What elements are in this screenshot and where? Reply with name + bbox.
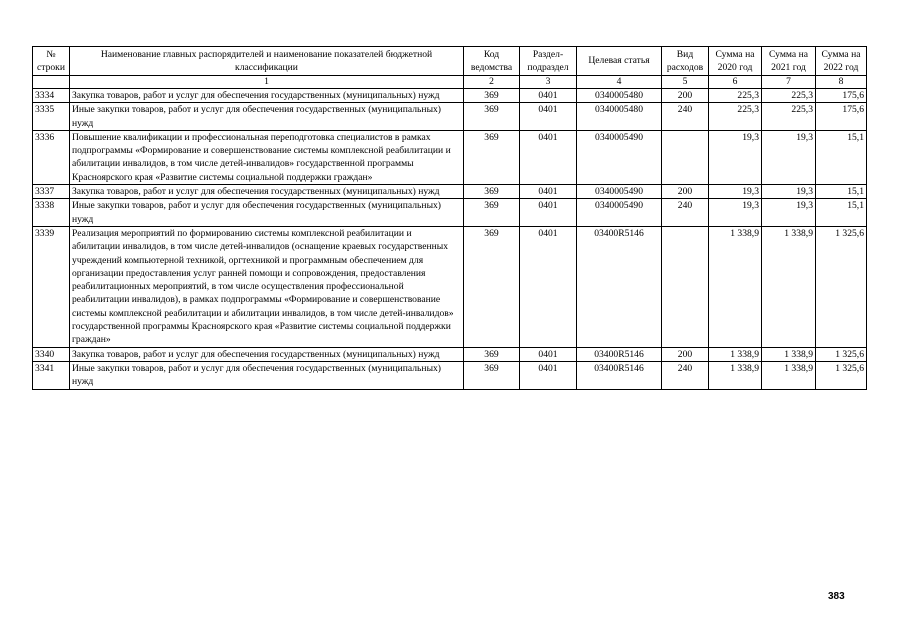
row-section: 0401 bbox=[520, 89, 577, 103]
table-row bbox=[33, 347, 867, 361]
row-target: 03400R5146 bbox=[577, 347, 662, 361]
row-sum-2021: 19,3 bbox=[762, 130, 816, 184]
row-sum-2020: 225,3 bbox=[709, 103, 762, 131]
row-target: 0340005480 bbox=[577, 89, 662, 103]
row-number: 3336 bbox=[33, 130, 70, 184]
table-row bbox=[33, 103, 867, 131]
row-sum-2021: 1 338,9 bbox=[762, 361, 816, 389]
row-expense-type: 240 bbox=[662, 199, 709, 227]
row-sum-2020: 19,3 bbox=[709, 130, 762, 184]
table-row bbox=[33, 89, 867, 103]
row-sum-2022: 175,6 bbox=[816, 103, 867, 131]
row-sum-2022: 15,1 bbox=[816, 185, 867, 199]
row-target: 0340005480 bbox=[577, 103, 662, 131]
header-target: Целевая статья bbox=[577, 47, 662, 76]
header-sum-2021: Сумма на 2021 год bbox=[762, 47, 816, 76]
row-sum-2022: 15,1 bbox=[816, 130, 867, 184]
row-dept-code: 369 bbox=[464, 130, 520, 184]
row-expense-type: 240 bbox=[662, 361, 709, 389]
column-number: 4 bbox=[577, 76, 662, 89]
row-section: 0401 bbox=[520, 226, 577, 347]
row-sum-2020: 1 338,9 bbox=[709, 226, 762, 347]
row-section: 0401 bbox=[520, 199, 577, 227]
column-number: 8 bbox=[816, 76, 867, 89]
row-sum-2020: 225,3 bbox=[709, 89, 762, 103]
row-expense-type bbox=[662, 130, 709, 184]
table-row bbox=[33, 185, 867, 199]
table-row bbox=[33, 130, 867, 184]
row-target: 0340005490 bbox=[577, 185, 662, 199]
row-section: 0401 bbox=[520, 103, 577, 131]
row-name: Закупка товаров, работ и услуг для обеспечения государственных (муниципальных) нужд bbox=[70, 89, 464, 103]
row-sum-2021: 19,3 bbox=[762, 185, 816, 199]
row-sum-2022: 1 325,6 bbox=[816, 361, 867, 389]
row-dept-code: 369 bbox=[464, 103, 520, 131]
row-sum-2021: 225,3 bbox=[762, 103, 816, 131]
column-number bbox=[33, 76, 70, 89]
header-sum-2022: Сумма на 2022 год bbox=[816, 47, 867, 76]
row-section: 0401 bbox=[520, 185, 577, 199]
row-target: 03400R5146 bbox=[577, 361, 662, 389]
row-name: Иные закупки товаров, работ и услуг для обеспечения государственных (муниципальных) нужд bbox=[70, 361, 464, 389]
row-expense-type: 240 bbox=[662, 103, 709, 131]
table-row bbox=[33, 199, 867, 227]
header-row bbox=[33, 47, 867, 76]
column-number: 3 bbox=[520, 76, 577, 89]
row-sum-2020: 19,3 bbox=[709, 199, 762, 227]
row-dept-code: 369 bbox=[464, 226, 520, 347]
header-sum-2020: Сумма на 2020 год bbox=[709, 47, 762, 76]
row-dept-code: 369 bbox=[464, 185, 520, 199]
row-number: 3337 bbox=[33, 185, 70, 199]
row-dept-code: 369 bbox=[464, 347, 520, 361]
row-section: 0401 bbox=[520, 347, 577, 361]
row-sum-2022: 15,1 bbox=[816, 199, 867, 227]
row-section: 0401 bbox=[520, 361, 577, 389]
row-sum-2021: 225,3 bbox=[762, 89, 816, 103]
row-number: 3338 bbox=[33, 199, 70, 227]
row-expense-type: 200 bbox=[662, 89, 709, 103]
row-target: 0340005490 bbox=[577, 130, 662, 184]
row-sum-2022: 1 325,6 bbox=[816, 347, 867, 361]
row-sum-2020: 19,3 bbox=[709, 185, 762, 199]
row-number: 3340 bbox=[33, 347, 70, 361]
header-name: Наименование главных распорядителей и наименование показателей бюджетной классификации bbox=[70, 47, 464, 76]
column-number-row bbox=[33, 76, 867, 89]
row-number: 3341 bbox=[33, 361, 70, 389]
header-row-no: № строки bbox=[33, 47, 70, 76]
row-number: 3335 bbox=[33, 103, 70, 131]
row-dept-code: 369 bbox=[464, 199, 520, 227]
row-name: Иные закупки товаров, работ и услуг для обеспечения государственных (муниципальных) нужд bbox=[70, 199, 464, 227]
table-row bbox=[33, 361, 867, 389]
budget-table bbox=[32, 46, 867, 390]
column-number: 1 bbox=[70, 76, 464, 89]
header-section: Раздел-подраздел bbox=[520, 47, 577, 76]
row-sum-2021: 19,3 bbox=[762, 199, 816, 227]
row-dept-code: 369 bbox=[464, 361, 520, 389]
row-dept-code: 369 bbox=[464, 89, 520, 103]
row-name: Закупка товаров, работ и услуг для обеспечения государственных (муниципальных) нужд bbox=[70, 185, 464, 199]
row-target: 0340005490 bbox=[577, 199, 662, 227]
row-sum-2022: 175,6 bbox=[816, 89, 867, 103]
row-sum-2022: 1 325,6 bbox=[816, 226, 867, 347]
row-sum-2021: 1 338,9 bbox=[762, 347, 816, 361]
row-name: Иные закупки товаров, работ и услуг для обеспечения государственных (муниципальных) нужд bbox=[70, 103, 464, 131]
row-expense-type: 200 bbox=[662, 347, 709, 361]
page-number: 383 bbox=[828, 591, 845, 602]
row-section: 0401 bbox=[520, 130, 577, 184]
column-number: 6 bbox=[709, 76, 762, 89]
column-number: 5 bbox=[662, 76, 709, 89]
row-name: Повышение квалификации и профессиональная переподготовка специалистов в рамках подпрограммы «Формирование и совершенствование системы комплексной реабилитации и абилитации инвалидов, в том числе детей-инвалидов» государственной программы Красноярского края «Развитие системы социальной поддержки граждан» bbox=[70, 130, 464, 184]
row-target: 03400R5146 bbox=[577, 226, 662, 347]
header-expense-type: Вид расходов bbox=[662, 47, 709, 76]
row-sum-2020: 1 338,9 bbox=[709, 361, 762, 389]
row-expense-type: 200 bbox=[662, 185, 709, 199]
row-number: 3339 bbox=[33, 226, 70, 347]
row-number: 3334 bbox=[33, 89, 70, 103]
column-number: 7 bbox=[762, 76, 816, 89]
row-expense-type bbox=[662, 226, 709, 347]
header-dept-code: Код ведомства bbox=[464, 47, 520, 76]
row-sum-2020: 1 338,9 bbox=[709, 347, 762, 361]
row-sum-2021: 1 338,9 bbox=[762, 226, 816, 347]
table-row bbox=[33, 226, 867, 347]
column-number: 2 bbox=[464, 76, 520, 89]
row-name: Реализация мероприятий по формированию системы комплексной реабилитации и абилитации инвалидов, в том числе детей-инвалидов (оснащение краевых государственных учреждений компьютерной техникой, оргтехникой и программным обеспечением для организации предоставления услуг ранней помощи и сопровождения, предоставления реабилитационных мероприятий, в том числе осуществления профессиональной реабилитации инвалидов), в рамках подпрограммы «Формирование и совершенствование системы комплексной реабилитации и абилитации инвалидов, в том числе детей-инвалидов» государственной программы Красноярского края «Развитие системы социальной поддержки граждан» bbox=[70, 226, 464, 347]
row-name: Закупка товаров, работ и услуг для обеспечения государственных (муниципальных) нужд bbox=[70, 347, 464, 361]
